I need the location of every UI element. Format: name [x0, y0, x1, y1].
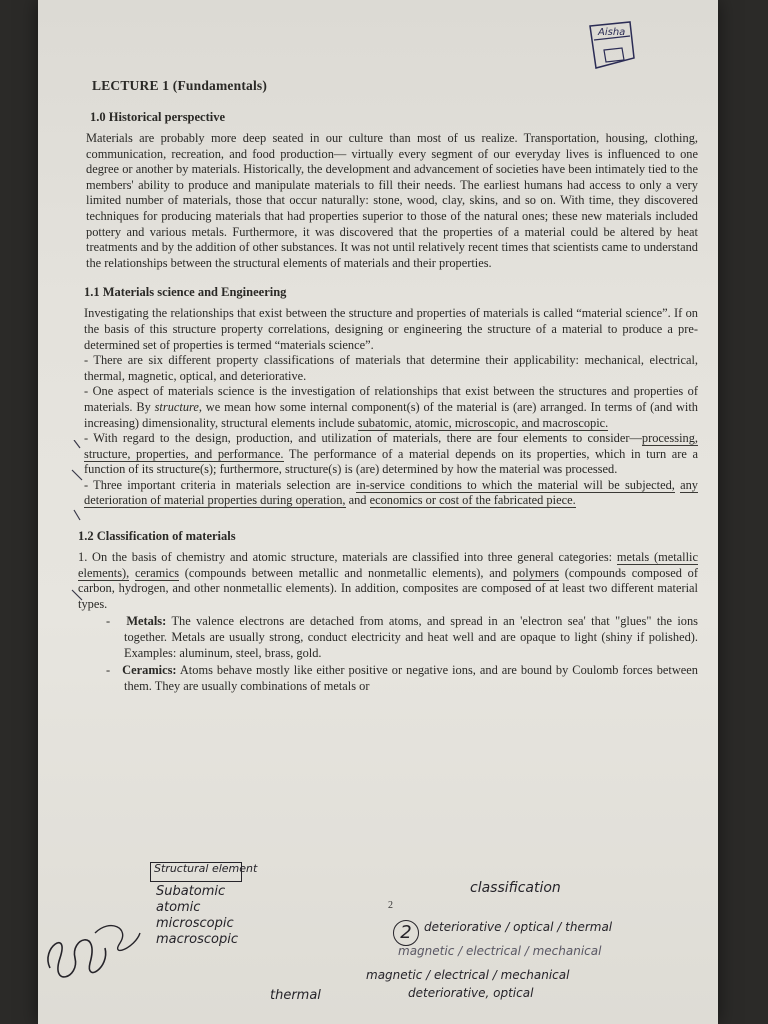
handwritten-list-item: macroscopic	[156, 932, 238, 947]
section-1-1-para-5	[84, 478, 698, 509]
handwritten-signature	[40, 908, 150, 998]
metals-item: - Metals: The valence electrons are detached from atoms, and spread in an 'electron sea' that "glues" the ions together. Metals are usually strong, conduct electricity and heat well and are opaque to light (shiny if polished). Examples: aluminum, steel, brass, gold.	[106, 614, 699, 660]
text-run: The performance of a material depends on its properties, which in turn are a function of its structure(s); furthermore, structure(s) is (are) determined by how the material was processed.	[84, 446, 698, 477]
text-run: 1. On the basis of chemistry and atomic structure, materials are classified into three general categories:	[78, 550, 617, 565]
metals-label: Metals:	[126, 614, 167, 629]
section-1-1-para-4	[84, 431, 698, 478]
page-content	[78, 78, 698, 694]
underlined-text: economics or cost of the fabricated piece.	[369, 493, 576, 508]
section-1-1-para-2: - There are six different property classifications of materials that determine their applicability: mechanical, electrical, thermal, magnetic, optical, and deteriorative.	[84, 353, 698, 383]
section-1-2-heading: 1.2 Classification of materials	[78, 529, 236, 544]
text-run: - One aspect of materials science is the investigation of relationships that exist between the structures and properties of materials. By	[84, 384, 698, 414]
underlined-text: ceramics	[135, 565, 180, 580]
text-run: , we mean how some internal component(s) of the material is (are) arranged. In terms of (and with increasing) dimensionality, structural elements include	[84, 399, 698, 430]
handwritten-list-item: Subatomic	[156, 884, 226, 899]
ceramics-text: Atoms behave mostly like either positive or negative ions, and are bound by Coulomb forces between them. They are usually combinations of metals or	[124, 663, 699, 693]
ceramics-item: - Ceramics: Atoms behave mostly like either positive or negative ions, and are bound by Coulomb forces between them. They are usually combinations of metals or	[106, 663, 699, 693]
lecture-title: LECTURE 1 (Fundamentals)	[92, 78, 268, 93]
emphasis-structure: structure	[154, 399, 199, 414]
section-1-1-para-1: Investigating the relationships that exist between the structure and properties of materials is called “material science”. If on the basis of this structure property correlations, designing or engineering the structure of a material to produce a pre-determined set of properties is termed “materials science”.	[84, 306, 698, 352]
underlined-text: in-service conditions to which the material will be subjected,	[356, 477, 675, 492]
handwritten-list-item: microscopic	[156, 916, 234, 931]
underlined-text: any deterioration of material properties during operation,	[84, 477, 698, 508]
ceramics-label: Ceramics:	[122, 663, 177, 678]
handwritten-line-2b: deteriorative, optical	[408, 986, 534, 1000]
handwritten-line-1b: magnetic / electrical / mechanical	[398, 944, 602, 958]
text-run: (compounds between metallic and nonmetallic elements), and	[179, 565, 513, 580]
text-run: - Three important criteria in materials selection are	[84, 477, 357, 492]
document-page	[38, 0, 718, 1024]
metals-text: The valence electrons are detached from atoms, and spread in an 'electron sea' that "glues" the ions together. Metals are usually strong, conduct electricity and heat well and are opaque to light (shiny if polished). Examples: aluminum, steel, brass, gold.	[124, 614, 699, 660]
underlined-text: metals (metallic elements),	[78, 550, 698, 580]
handwritten-box-label: Structural element	[154, 862, 258, 875]
handwritten-thermal: thermal	[270, 988, 321, 1003]
handwritten-structure-list	[156, 884, 238, 948]
section-1-1-heading: 1.1 Materials science and Engineering	[84, 285, 287, 300]
stamp-name: Aisha	[598, 27, 626, 38]
page-number: 2	[388, 900, 393, 911]
handwritten-line-2: magnetic / electrical / mechanical	[366, 968, 570, 982]
section-1-1-para-3	[84, 384, 698, 431]
section-1-0-heading: 1.0 Historical perspective	[90, 110, 226, 124]
handwritten-line-1: deteriorative / optical / thermal	[424, 920, 613, 934]
handwritten-name-stamp	[582, 18, 638, 72]
handwritten-circled-number: 2	[393, 920, 419, 946]
underlined-text: polymers	[512, 565, 559, 580]
text-run: and	[345, 493, 370, 508]
text-run: - With regard to the design, production, and utilization of materials, there are four elements to consider—	[84, 431, 642, 446]
section-1-0-body: Materials are probably more deep seated in our culture than most of us realize. Transportation, housing, clothing, communication, recreation, and food production— virtually every segment of our everyday lives is influenced to one degree or another by materials. Historically, the development and advancement of societies have been intimately tied to the members' ability to produce and manipulate materials to fill their needs. The earliest humans had access to only a very limited number of materials, those that occur naturally: stone, wood, clay, skins, and so on. With time, they discovered techniques for producing materials that had properties superior to those of the natural ones; these new materials included pottery and various metals. Furthermore, it was discovered that the properties of a material could be altered by heat treatments and by the addition of other substances. It was not until relatively recent times that scientists came to understand the relationships between the structural elements of materials and their properties.	[86, 131, 698, 270]
text-run: (compounds composed of carbon, hydrogen, and other nonmetallic elements). In addition, composites are composed of at least two different material types.	[78, 565, 698, 611]
underlined-text: subatomic, atomic, microscopic, and macroscopic.	[357, 415, 609, 430]
margin-annotations	[68, 440, 86, 640]
handwritten-list-item: atomic	[156, 900, 201, 915]
section-1-2-para-1	[78, 550, 698, 612]
handwritten-classification: classification	[470, 880, 561, 896]
underlined-text: processing, structure, properties, and performance.	[84, 431, 698, 461]
